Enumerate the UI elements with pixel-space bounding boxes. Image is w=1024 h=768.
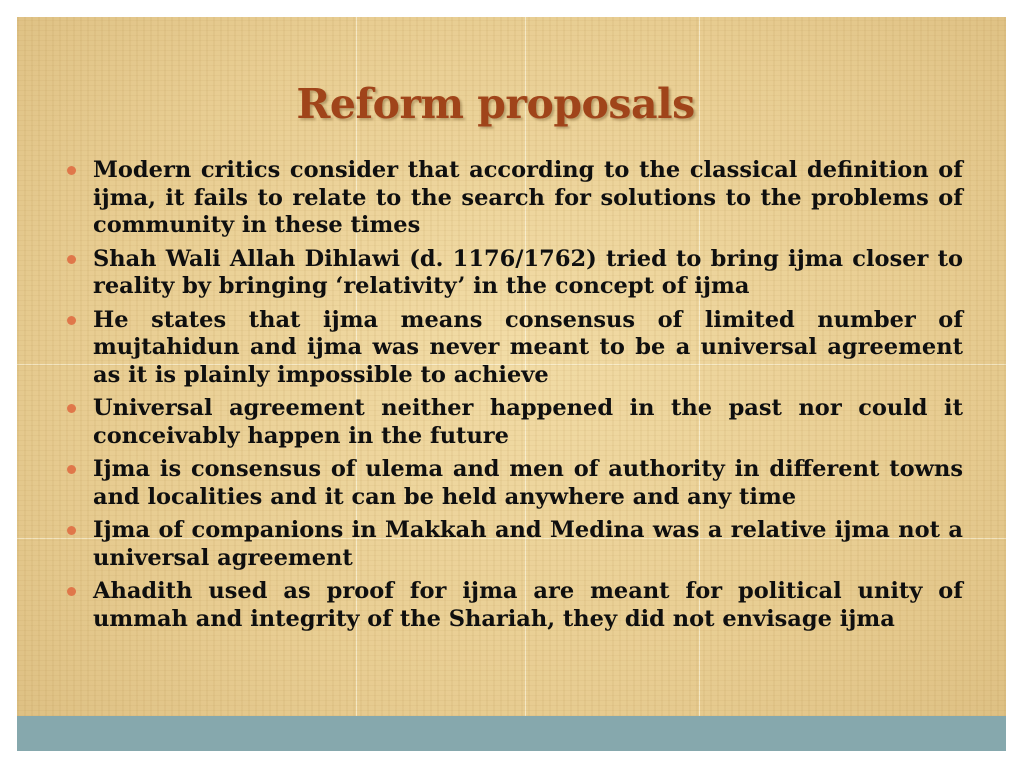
bullet-text: Ijma is consensus of ulema and men of authority in different towns and localities and it can be held anywhere and any time <box>93 456 963 510</box>
bullet-item <box>93 395 963 450</box>
bullet-item <box>93 578 963 633</box>
bullet-list <box>93 157 963 639</box>
bullet-text: Modern critics consider that according to the classical definition of ijma, it fails to relate to the search for solutions to the problems of community in these times <box>93 157 963 238</box>
bullet-dot-icon <box>67 404 76 413</box>
bullet-dot-icon <box>67 465 76 474</box>
slide-title: Reform proposals <box>296 80 695 128</box>
slide <box>17 17 1006 751</box>
bullet-text: He states that ijma means consensus of limited number of mujtahidun and ijma was never meant to be a universal agreement as it is plainly impossible to achieve <box>93 306 963 388</box>
bullet-dot-icon <box>67 587 76 596</box>
bullet-text: Ahadith used as proof for ijma are meant for political unity of ummah and integrity of the Shariah, they did not envisage ijma <box>93 578 963 632</box>
bullet-dot-icon <box>67 316 76 325</box>
bullet-item <box>93 157 963 240</box>
bullet-dot-icon <box>67 166 76 175</box>
bullet-item <box>93 246 963 301</box>
bullet-text: Universal agreement neither happened in the past nor could it conceivably happen in the future <box>93 395 963 449</box>
bullet-dot-icon <box>67 255 76 264</box>
bullet-text: Shah Wali Allah Dihlawi (d. 1176/1762) tried to bring ijma closer to reality by bringing ‘relativity’ in the concept of ijma <box>93 245 963 299</box>
bullet-item <box>93 517 963 572</box>
bullet-dot-icon <box>67 526 76 535</box>
footer-band <box>17 716 1006 751</box>
bullet-text: Ijma of companions in Makkah and Medina was a relative ijma not a universal agreement <box>93 517 963 571</box>
bullet-item <box>93 456 963 511</box>
bullet-item <box>93 307 963 390</box>
